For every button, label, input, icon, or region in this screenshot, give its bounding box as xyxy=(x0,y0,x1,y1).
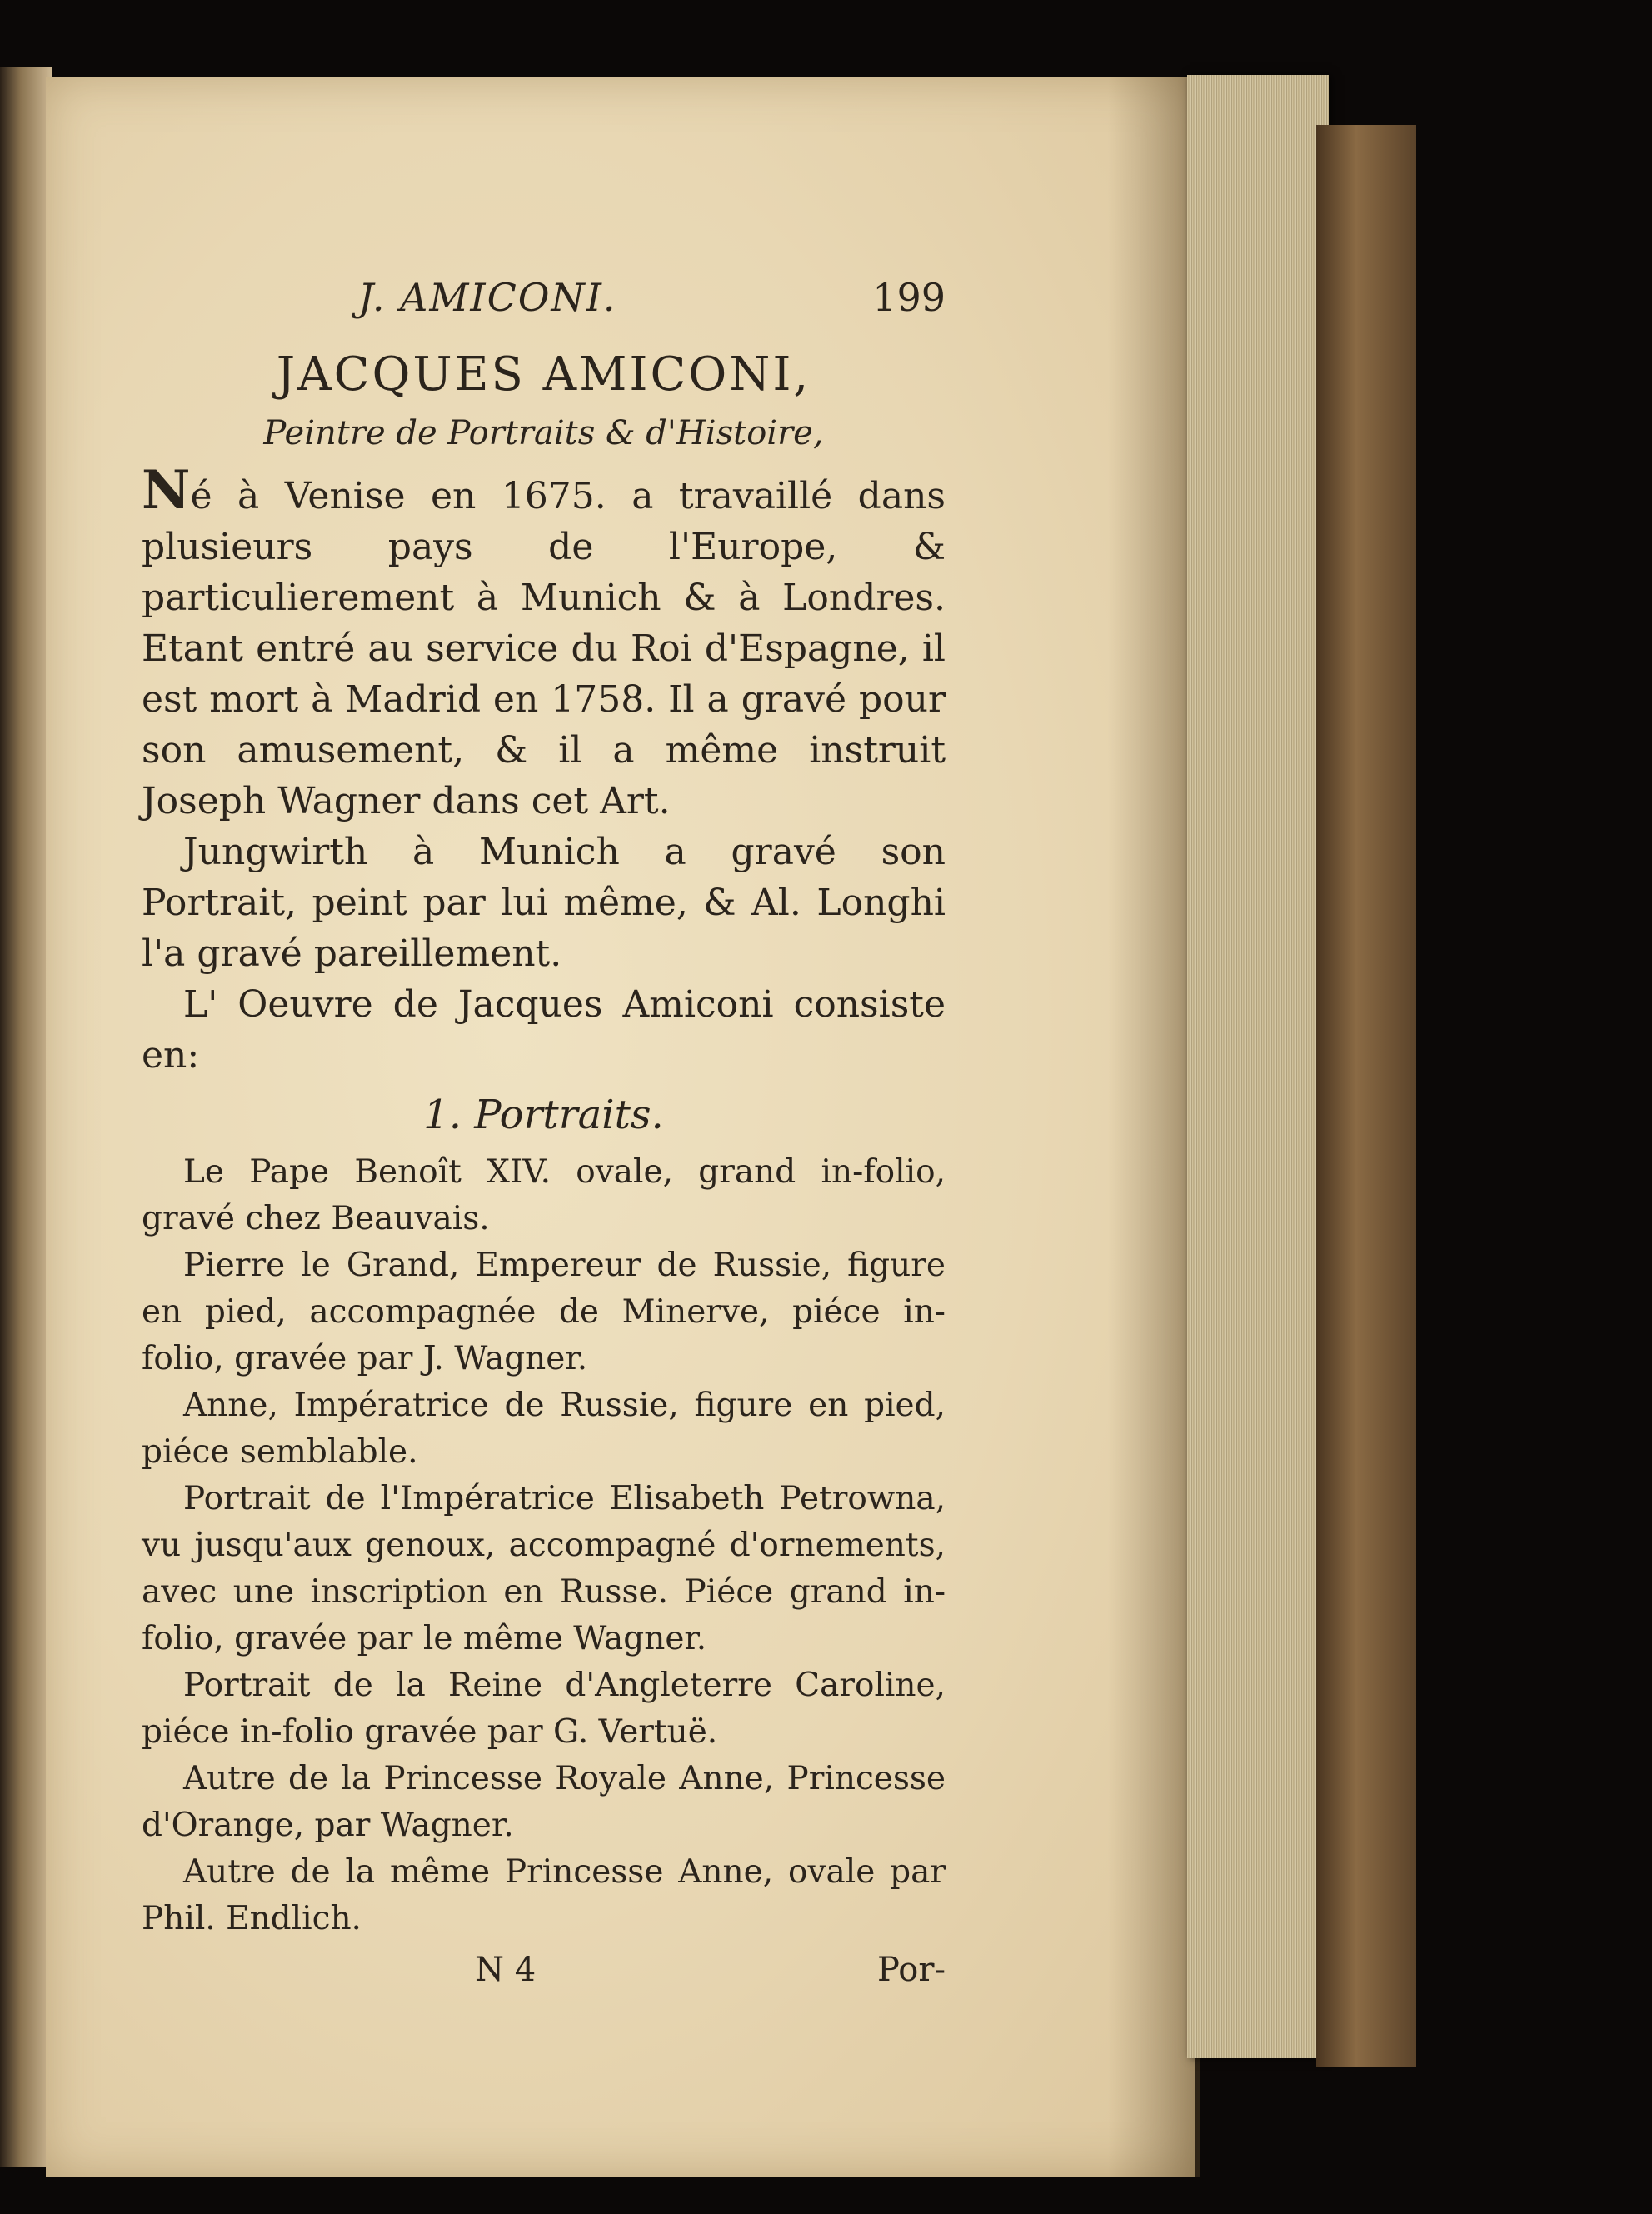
signature-mark: N 4 xyxy=(475,1951,537,1989)
entry-subtitle: Peintre de Portraits & d'Histoire, xyxy=(263,414,824,452)
page-stack-edge xyxy=(1187,75,1329,2058)
running-header xyxy=(142,275,946,342)
list-item: Le Pape Benoît XIV. ovale, grand in-folio, gravé chez Beauvais. xyxy=(142,1153,946,1237)
book-cover-edge xyxy=(1316,125,1416,2067)
running-title: J. AMICONI. xyxy=(358,275,617,320)
page-content xyxy=(142,275,946,2001)
page-footer xyxy=(142,1951,946,2001)
portrait-note: Jungwirth à Munich a gravé son Portrait, peint par lui même, & Al. Longhi l'a gravé pareillement. xyxy=(142,831,946,975)
section-heading: 1. Portraits. xyxy=(423,1092,664,1138)
oeuvre-intro: L' Oeuvre de Jacques Amiconi consiste en: xyxy=(142,983,946,1077)
list-item: Autre de la même Princesse Anne, ovale par Phil. Endlich. xyxy=(142,1853,946,1937)
list-item: Pierre le Grand, Empereur de Russie, figure en pied, accompagnée de Minerve, piéce in-folio, gravée par J. Wagner. xyxy=(142,1247,946,1377)
catchword: Por- xyxy=(876,1951,946,1989)
list-item: Anne, Impératrice de Russie, figure en pied, piéce semblable. xyxy=(142,1387,946,1471)
biography-paragraph xyxy=(142,459,946,827)
entry-title: JACQUES AMICONI, xyxy=(276,347,811,402)
previous-leaf-edge xyxy=(0,67,52,2167)
list-item: Autre de la Princesse Royale Anne, Princesse d'Orange, par Wagner. xyxy=(142,1760,946,1844)
page-gutter-shadow xyxy=(1108,77,1200,2177)
list-item: Portrait de l'Impératrice Elisabeth Petrowna, vu jusqu'aux genoux, accompagné d'ornements, avec une inscription en Russe. Piéce grand in-folio, gravée par le même Wagner. xyxy=(142,1480,946,1657)
drop-cap: N xyxy=(142,459,191,522)
portrait-list xyxy=(142,1149,946,1942)
list-item: Portrait de la Reine d'Angleterre Caroline, piéce in-folio gravée par G. Vertuë. xyxy=(142,1667,946,1751)
page-number: 199 xyxy=(872,275,946,320)
biography-text: é à Venise en 1675. a travaillé dans plusieurs pays de l'Europe, & particulierement à Munich & à Londres. Etant entré au service du Roi d'Espagne, il est mort à Madrid en 1758. Il a gravé pour son amusement, & il a même instruit Joseph Wagner dans cet Art. xyxy=(142,475,946,822)
